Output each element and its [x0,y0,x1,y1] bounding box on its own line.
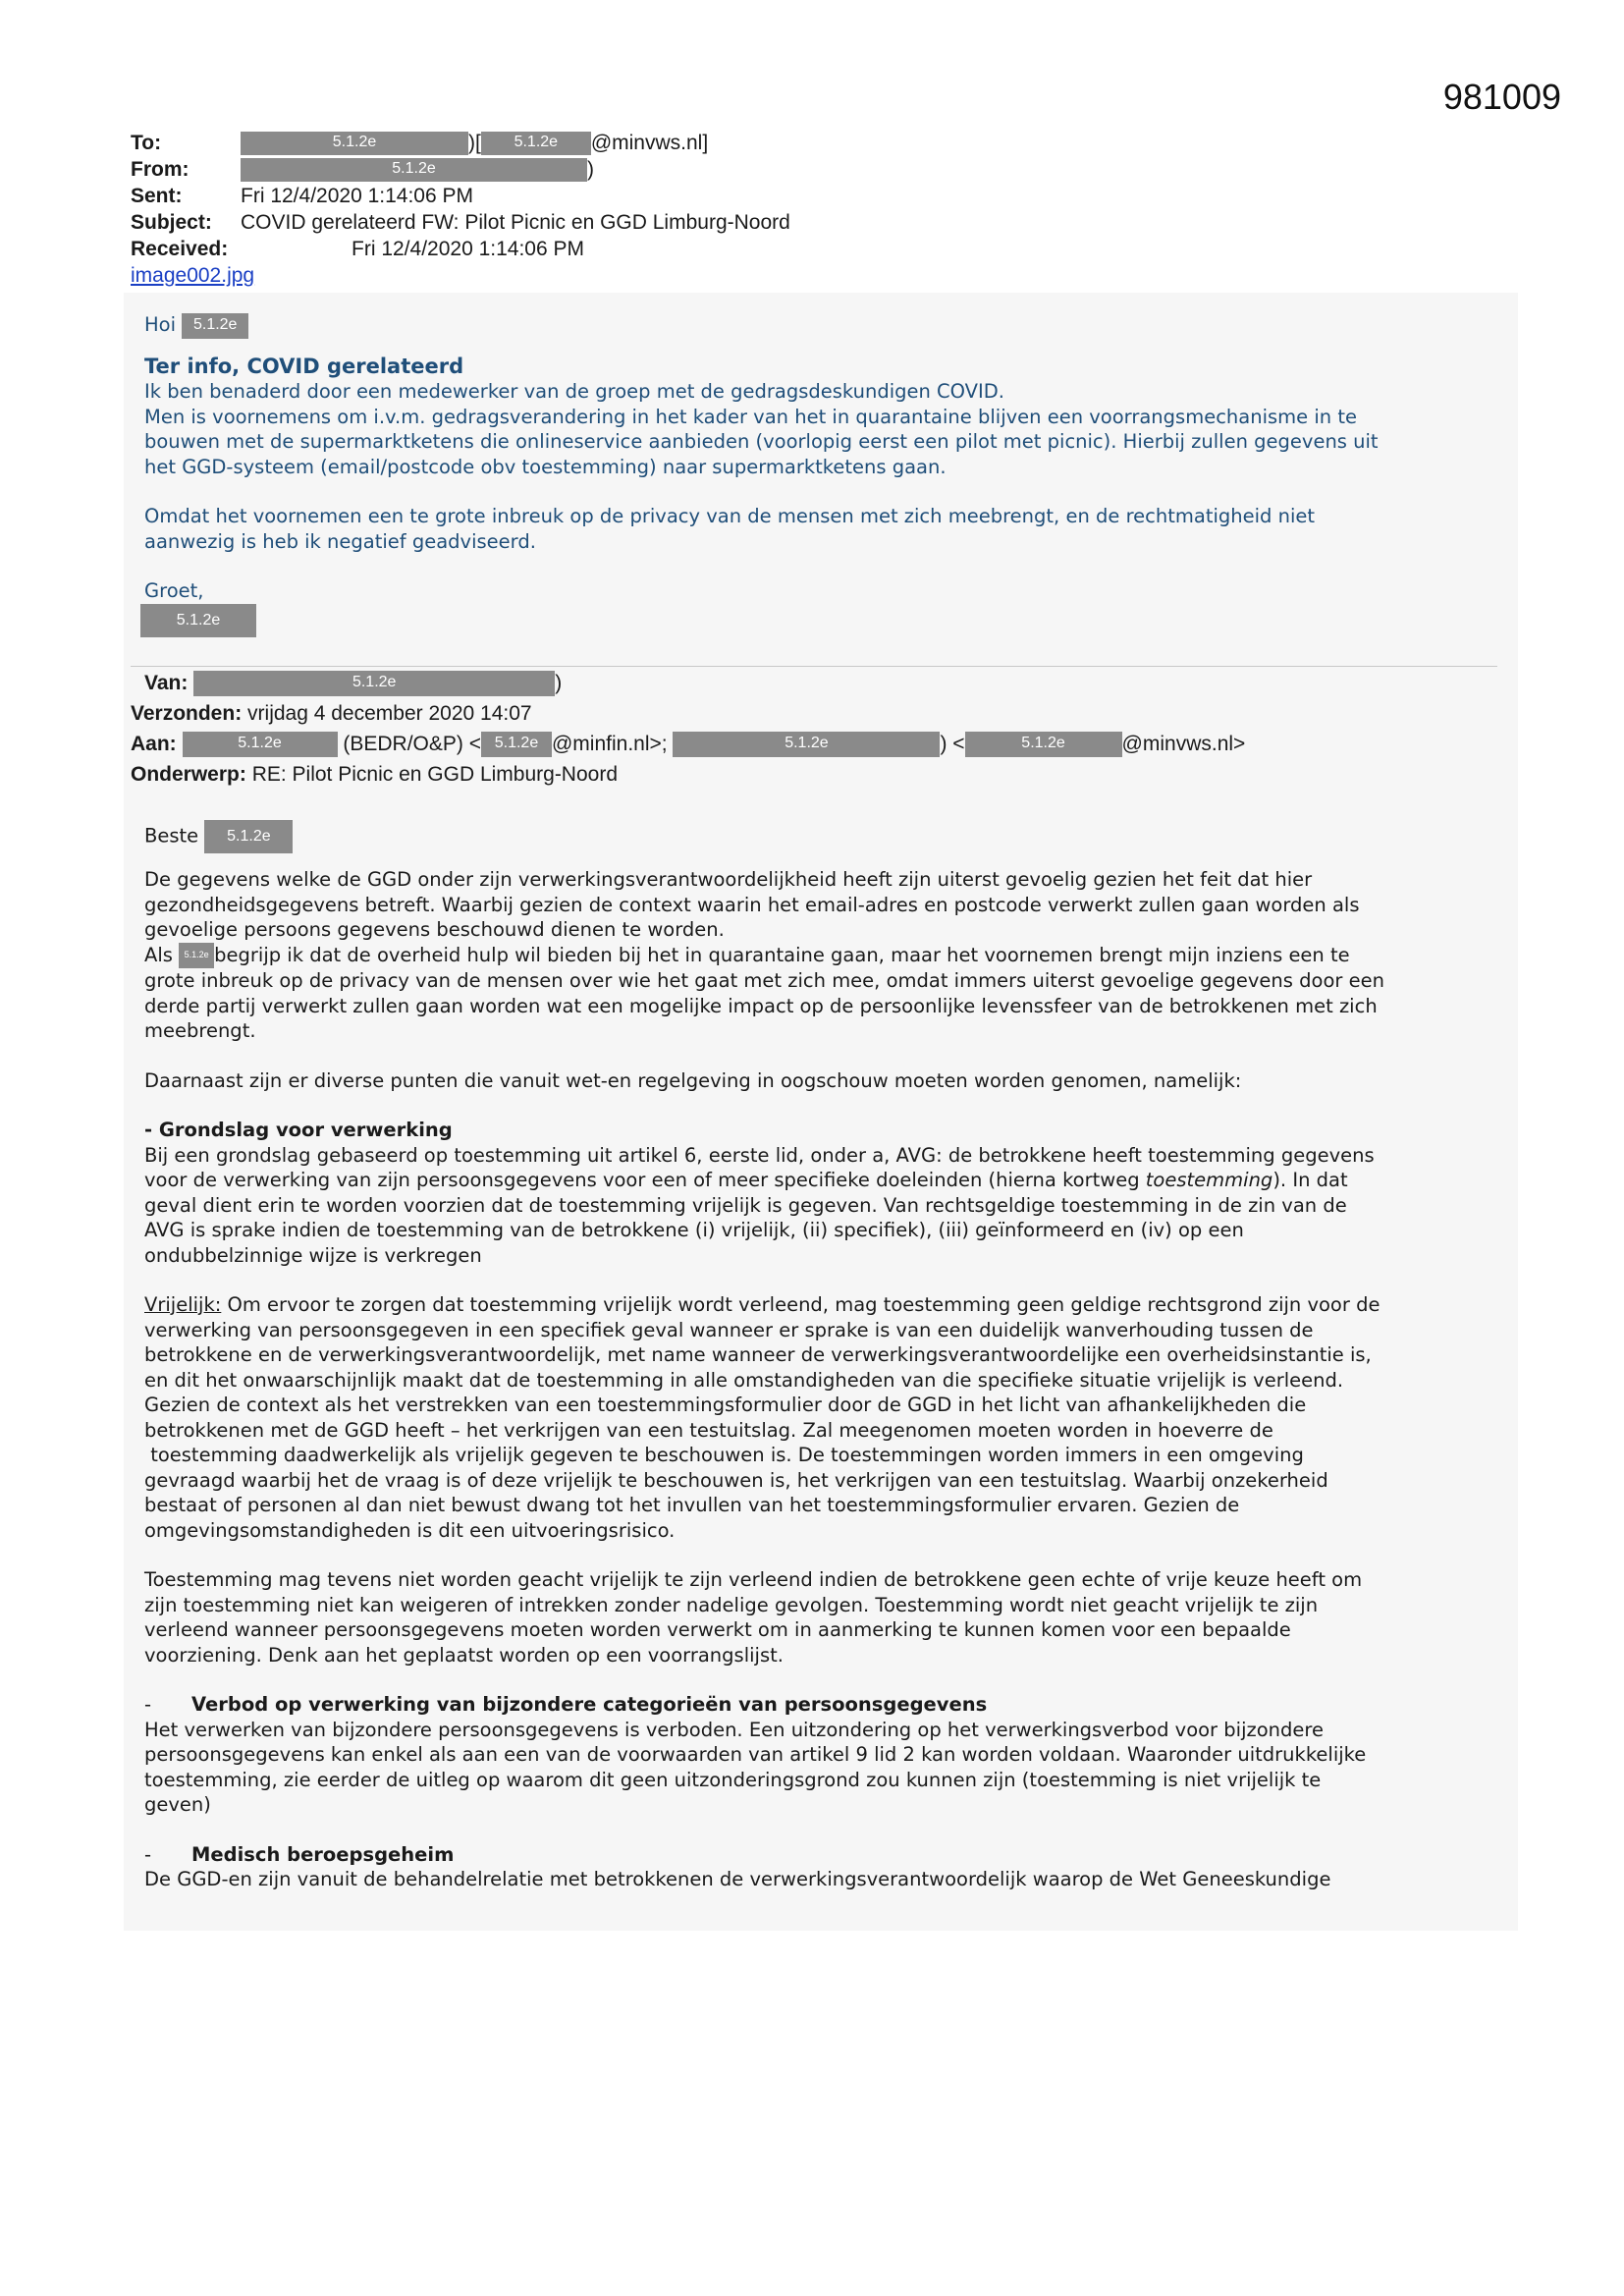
van-end: ) [555,672,563,694]
mail-line: toestemming daadwerkelijk als vrijelijk gegeven te beschouwen is. De toestemmingen worden immers in een omgeving [144,1444,1304,1466]
aan-domain-1: @minfin.nl>; [551,733,668,755]
note-heading: Ter info, COVID gerelateerd [144,354,464,378]
mail-line: voorziening. Denk aan het geplaatst worden op een voorrangslijst. [144,1643,784,1667]
mail-line-rest: begrijp ik dat de overheid hulp wil bieden bij het in quarantaine gaan, maar het voornemen brengt mijn inziens een te [214,943,1350,966]
mail-line: De gegevens welke de GGD onder zijn verwerkingsverantwoordelijkheid heeft zijn uiterst gevoelig gezien het feit dat hier [144,868,1313,891]
section-heading: Medisch beroepsgeheim [191,1842,455,1866]
sent-value: Fri 12/4/2020 1:14:06 PM [241,185,473,207]
sent-row [131,183,1112,209]
mail-greeting-line [144,820,1499,853]
aan-dept: (BEDR/O&P) < [343,733,481,755]
subject-label: Subject: [131,211,212,234]
note-line: Omdat het voornemen een te grote inbreuk op de privacy van de mensen met zich meebrengt, en de rechtmatigheid niet [144,505,1316,527]
mail-line: grote inbreuk op de privacy van de mensen over wie het gaat met zich mee, omdat immers uiterst gevoelige gegevens door een [144,969,1384,992]
received-value: Fri 12/4/2020 1:14:06 PM [352,238,584,260]
mail-line: meebrengt. [144,1019,256,1042]
note-line: Men is voornemens om i.v.m. gedragsverandering in het kader van het in quarantaine blijven een voorrangsmechanisme in te [144,405,1357,428]
note-line: het GGD-systeem (email/postcode obv toestemming) naar supermarktketens gaan. [144,455,947,478]
section-heading: Verbod op verwerking van bijzondere categorieën van persoonsgegevens [191,1693,988,1716]
onderwerp-row [131,759,1505,790]
note-closing: Groet, [144,579,204,602]
from-row [131,156,1112,183]
subject-row [131,209,1112,236]
text-run: voor de verwerking van zijn persoonsgegevens voor een of meer specifieke doeleinden (hierna kortweg [144,1169,1146,1191]
forward-note [144,306,1499,637]
redaction-box: 5.1.2e [965,732,1122,757]
onderwerp-value: RE: Pilot Picnic en GGD Limburg-Noord [251,763,619,786]
mail-line: Gezien de context als het verstrekken van een toestemmingsformulier door de GGD in het licht van afhankelijkheden die [144,1394,1307,1416]
to-domain: @minvws.nl] [590,132,709,154]
note-line: bouwen met de supermarktketens die onlineservice aanbieden (voorlopig eerst een pilot met picnic). Hierbij zullen gegevens uit [144,430,1379,453]
mail-line: Daarnaast zijn er diverse punten die vanuit wet-en regelgeving in oogschouw moeten worden genomen, namelijk: [144,1068,1242,1092]
quoted-header [131,668,1505,790]
mail-line: gevoelige persoons gegevens beschouwd dienen te worden. [144,918,725,941]
to-separator: )[ [468,132,481,154]
document-number: 981009 [1442,77,1561,117]
redaction-box: 5.1.2e [179,943,214,968]
mail-line: persoonsgegevens kan enkel als aan een van de voorwaarden van artikel 9 lid 2 kan worden voldaan. Waaronder uitdrukkelijke [144,1743,1367,1766]
mail-line [144,1168,1499,1193]
from-label: From: [131,158,189,181]
attachment-row [131,262,1112,289]
van-row [131,668,1505,698]
mail-line: zijn toestemming niet kan weigeren of intrekken zonder nadelige gevolgen. Toestemming wordt niet geacht vrijelijk te zijn [144,1593,1319,1616]
verzonden-label: Verzonden: [131,702,243,725]
verzonden-value: vrijdag 4 december 2020 14:07 [247,702,532,725]
note-greeting-line [144,312,1499,339]
mail-line: betrokkenen met de GGD heeft – het verkrijgen van een testuitslag. Zal meegenomen moeten worden in hoeverre de [144,1418,1273,1442]
vrijelijk-label: Vrijelijk: [144,1293,222,1316]
subject-value: COVID gerelateerd FW: Pilot Picnic en GGD Limburg-Noord [241,211,790,234]
redaction-box: 5.1.2e [241,132,468,155]
mail-line: gezondheidsgegevens betreft. Waarbij gezien de context waarin het email-adres en postcode verwerkt zullen gaan worden als [144,893,1360,916]
received-row [131,236,1112,262]
redaction-box: 5.1.2e [673,732,940,757]
mail-line: omgevingsomstandigheden is dit een uitvoeringsrisico. [144,1518,676,1542]
verzonden-row [131,698,1505,729]
bullet-dash: - [144,1693,152,1716]
mail-line: ondubbelzinnige wijze is verkregen [144,1243,482,1267]
mail-line: toestemming, zie eerder de uitleg op waarom dit geen uitzonderingsgrond zou kunnen zijn (toestemming is niet vrijelijk te [144,1768,1322,1791]
note-line: Ik ben benaderd door een medewerker van de groep met de gedragsdeskundigen COVID. [144,380,1004,403]
to-row [131,130,1112,156]
mail-line: AVG is sprake indien de toestemming van de betrokkene (i) vrijelijk, (ii) specifiek), (iii) geïnformeerd en (iv) op een [144,1219,1244,1241]
mail-line: geven) [144,1793,211,1816]
redaction-box: 5.1.2e [481,732,552,757]
mail-body [144,820,1499,1892]
mail-line: geval dient erin te worden voorzien dat de toestemming vrijelijk is gegeven. Van rechtsgeldige toestemming in de zin van de [144,1193,1347,1217]
mail-line [144,1292,1499,1318]
mail-line: gevraagd waarbij het de vraag is of deze vrijelijk te beschouwen is, het verkrijgen van een testuitslag. Waarbij onzekerheid [144,1468,1328,1492]
divider [131,666,1497,667]
redaction-box: 5.1.2e [140,604,256,637]
mail-line: verwerking van persoonsgegeven in een specifiek geval wanneer er sprake is van een duidelijk wanverhouding tussen de [144,1318,1314,1341]
mail-line: De GGD-en zijn vanuit de behandelrelatie met betrokkenen de verwerkingsverantwoordelijk waarop de Wet Geneeskundige [144,1868,1331,1890]
section-heading-row [144,1842,1499,1868]
redaction-box: 5.1.2e [241,158,587,182]
redaction-box: 5.1.2e [183,732,338,757]
mail-line [144,943,1499,969]
mail-line: betrokkene en de verwerkingsverantwoordelijk, met name wanneer de verwerkingsverantwoordelijke een overheidsinstantie is, [144,1343,1372,1366]
from-end: ) [587,158,594,181]
mail-line: Toestemming mag tevens niet worden geacht vrijelijk te zijn verleend indien de betrokkene geen echte of vrije keuze heeft om [144,1568,1363,1591]
redaction-box: 5.1.2e [182,313,248,339]
mail-line: Het verwerken van bijzondere persoonsgegevens is verboden. Een uitzondering op het verwerkingsverbod voor bijzondere [144,1718,1324,1741]
onderwerp-label: Onderwerp: [131,763,246,786]
attachment-link[interactable]: image002.jpg [131,264,255,287]
aan-row [131,729,1505,759]
received-label: Received: [131,238,229,260]
redaction-box: 5.1.2e [481,132,591,155]
als-word: Als [144,943,173,966]
note-greeting: Hoi [144,313,177,336]
note-line: aanwezig is heb ik negatief geadviseerd. [144,529,536,553]
section-heading: - Grondslag voor verwerking [144,1119,453,1141]
bullet-dash: - [144,1842,152,1866]
text-run: ). In dat [1272,1169,1348,1191]
aan-label: Aan: [131,733,177,755]
section-heading-row [144,1692,1499,1718]
text-run: Om ervoor te zorgen dat toestemming vrijelijk wordt verleend, mag toestemming geen geldige rechtsgrond zijn voor de [221,1293,1380,1316]
mail-line: verleend wanneer persoonsgegevens moeten worden verwerkt om in aanmerking te kunnen komen voor een bepaalde [144,1618,1291,1641]
redaction-box: 5.1.2e [204,820,293,853]
mail-line: Bij een grondslag gebaseerd op toestemming uit artikel 6, eerste lid, onder a, AVG: de betrokkene heeft toestemming gegevens [144,1143,1375,1167]
mail-line: bestaat of personen al dan niet bewust dwang tot het invullen van het toestemmingsformulier ervaren. Gezien de [144,1494,1240,1516]
aan-separator: ) < [940,733,965,755]
aan-domain-2: @minvws.nl> [1121,733,1246,755]
mail-line: derde partij verwerkt zullen gaan worden wat een mogelijke impact op de persoonlijke levenssfeer van de betrokkenen met zich [144,994,1378,1017]
mail-line: en dit het onwaarschijnlijk maakt dat de toestemming in alle omstandigheden van die specifieke situatie vrijelijk is verleend. [144,1368,1344,1392]
to-label: To: [131,132,162,154]
sent-label: Sent: [131,185,183,207]
email-header [131,130,1112,289]
mail-greeting: Beste [144,824,199,847]
redaction-box: 5.1.2e [193,671,555,696]
van-label: Van: [144,672,189,694]
toestemming-italic: toestemming [1145,1169,1273,1191]
